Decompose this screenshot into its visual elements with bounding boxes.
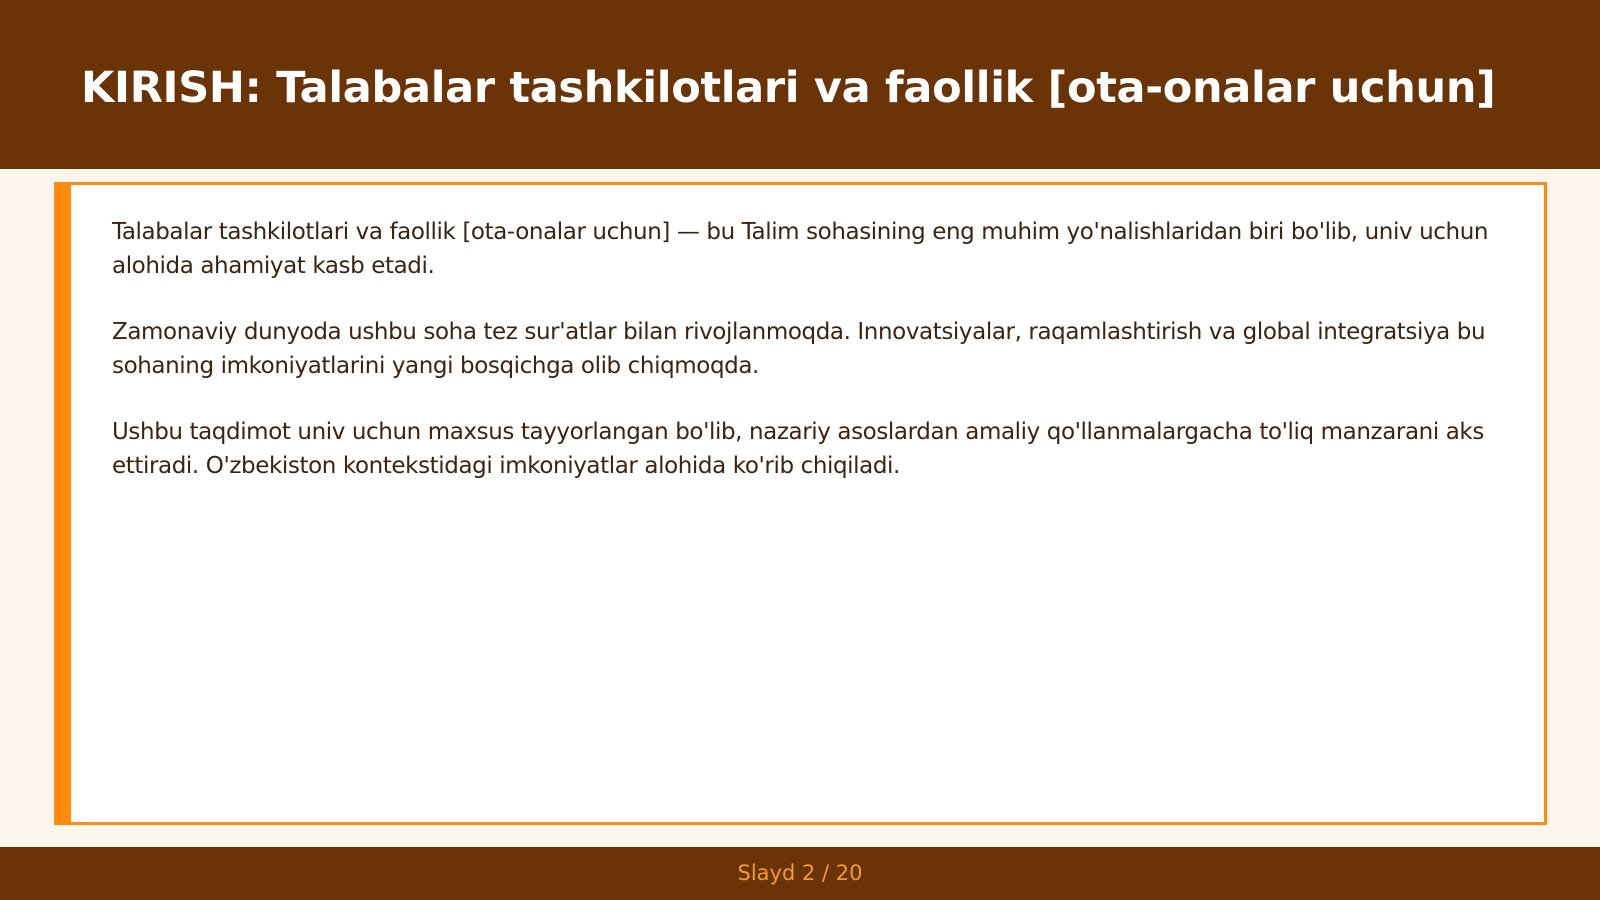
content-box <box>54 182 1547 825</box>
paragraph-modern-world: Zamonaviy dunyoda ushbu soha tez sur'atlar bilan rivojlanmoqda. Innovatsiyalar, raqamlashtirish va global integratsiya bu sohaning imkoniyatlarini yangi bosqichga olib chiqmoqda. <box>112 319 1486 379</box>
slide-footer <box>0 847 1600 900</box>
slide-title: KIRISH: Talabalar tashkilotlari va faollik [ota-onalar uchun] <box>81 63 1496 113</box>
slide-counter: Slayd 2 / 20 <box>737 861 863 885</box>
paragraph-intro: Talabalar tashkilotlari va faollik [ota-onalar uchun] — bu Talim sohasining eng muhim yo'nalishlaridan biri bo'lib, univ uchun alohida ahamiyat kasb etadi. <box>112 219 1489 279</box>
paragraph-presentation-purpose: Ushbu taqdimot univ uchun maxsus tayyorlangan bo'lib, nazariy asoslardan amaliy qo'llanmalargacha to'liq manzarani aks ettiradi. O'zbekiston kontekstidagi imkoniyatlar alohida ko'rib chiqiladi. <box>112 419 1484 479</box>
slide-header <box>0 0 1600 169</box>
